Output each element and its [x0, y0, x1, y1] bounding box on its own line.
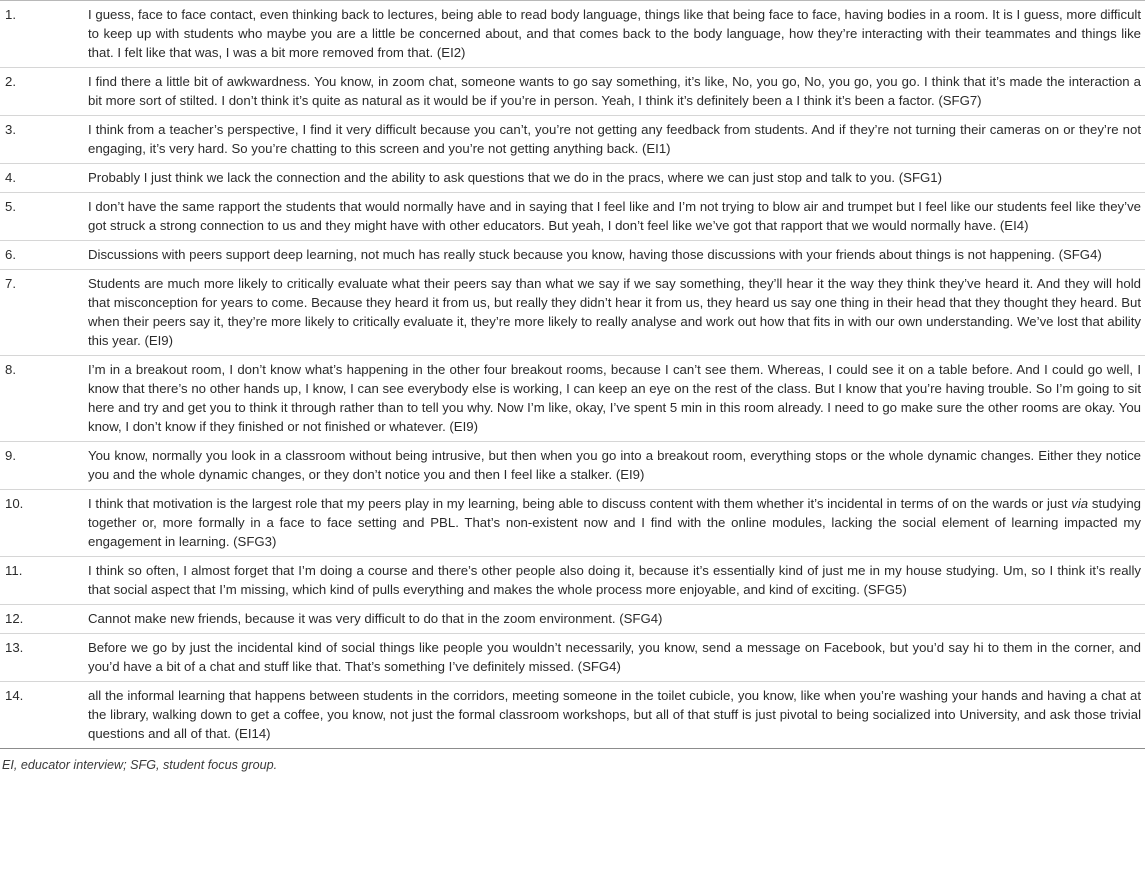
quote-text: I find there a little bit of awkwardness. You know, in zoom chat, someone wants to go say something, it’s like, No, you go, No, you go, you go. I think that it’s made the interaction a bit more sort of stilted. I don’t think it’s quite as natural as it would be if you’re in person. Yeah, I think it’s definitely been a I think it’s been a factor. (SFG7)	[88, 68, 1145, 116]
quote-text: Students are much more likely to critically evaluate what their peers say than what we say if we say something, they’ll hear it the way they think they’ve heard it. And they will hold that misconception for years to come. Because they heard it from us, but really they didn’t hear it from us, they heard us say one thing in their head that they thought they heard. But when their peers say it, they’re more likely to critically evaluate it, they’re more likely to really analyse and work out how that fits in with our own understanding. We’ve lost that ability this year. (EI9)	[88, 270, 1145, 356]
table-row	[0, 68, 1145, 116]
table-row	[0, 490, 1145, 557]
quote-text: Cannot make new friends, because it was very difficult to do that in the zoom environment. (SFG4)	[88, 605, 1145, 634]
quote-text-part: I think that motivation is the largest role that my peers play in my learning, being able to discuss content with them whether it’s incidental in terms of on the wards or just	[88, 496, 1072, 511]
table-row	[0, 116, 1145, 164]
quote-text: I think so often, I almost forget that I’m doing a course and there’s other people also doing it, because it’s essentially kind of just me in my house studying. Um, so I think it’s really that social aspect that I’m missing, which kind of pulls everything and makes the whole process more enjoyable, and kind of exciting. (SFG5)	[88, 557, 1145, 605]
row-number: 5.	[0, 193, 88, 241]
quote-text: Discussions with peers support deep learning, not much has really stuck because you know, having those discussions with your friends about things is not happening. (SFG4)	[88, 241, 1145, 270]
row-number: 2.	[0, 68, 88, 116]
row-number: 1.	[0, 1, 88, 68]
quote-text: I guess, face to face contact, even thinking back to lectures, being able to read body language, things like that being face to face, having bodies in a room. It is I guess, more difficult to keep up with students who maybe you are a little be concerned about, and that comes back to the body language, how they’re interacting with their teammates and things like that. I felt like that was, I was a bit more removed from that. (EI2)	[88, 1, 1145, 68]
quote-text: I’m in a breakout room, I don’t know what’s happening in the other four breakout rooms, because I can’t see them. Whereas, I could see it on a table before. And I could go well, I know that there’s no other hands up, I know, I can see everybody else is working, I can keep an eye on the rest of the class. But I know that you’re having trouble. So I’m going to sit here and try and get you to think it through rather than to tell you why. Now I’m like, okay, I’ve spent 5 min in this room already. I need to go make sure the other rooms are okay. You know, I don’t know if they finished or not finished or whatever. (EI9)	[88, 356, 1145, 442]
table-row	[0, 270, 1145, 356]
table-row	[0, 356, 1145, 442]
quote-text: You know, normally you look in a classroom without being intrusive, but then when you go into a breakout room, everything stops or the whole dynamic changes. Either they notice you and the whole dynamic changes, or they don’t notice you and then I feel like a stalker. (EI9)	[88, 442, 1145, 490]
quote-text	[88, 490, 1145, 557]
row-number: 12.	[0, 605, 88, 634]
row-number: 14.	[0, 682, 88, 749]
row-number: 8.	[0, 356, 88, 442]
quote-text: all the informal learning that happens between students in the corridors, meeting someone in the toilet cubicle, you know, like when you’re washing your hands and having a chat at the library, walking down to get a coffee, you know, not just the formal classroom workshops, but all of that stuff is just pivotal to being socialized into University, and ask those trivial questions and all of that. (EI14)	[88, 682, 1145, 749]
row-number: 10.	[0, 490, 88, 557]
table-row	[0, 241, 1145, 270]
row-number: 4.	[0, 164, 88, 193]
row-number: 9.	[0, 442, 88, 490]
row-number: 3.	[0, 116, 88, 164]
table-row	[0, 557, 1145, 605]
table-row	[0, 605, 1145, 634]
table-row	[0, 164, 1145, 193]
quote-text: I think from a teacher’s perspective, I find it very difficult because you can’t, you’re not getting any feedback from students. And if they’re not turning their cameras on or they’re not engaging, it’s very hard. So you’re chatting to this screen and you’re not getting anything back. (EI1)	[88, 116, 1145, 164]
row-number: 11.	[0, 557, 88, 605]
table-row	[0, 634, 1145, 682]
quote-text: I don’t have the same rapport the students that would normally have and in saying that I feel like and I’m not trying to blow air and trumpet but I feel like our students feel like they’ve got struck a strong connection to us and they might have with other educators. But yeah, I don’t feel like we’ve got that rapport that we would normally have. (EI4)	[88, 193, 1145, 241]
quote-text-part: studying together or, more formally in a face to face setting and PBL. That’s non-existent now and I find with the online modules, lacking the social element of learning impacted my engagement in learning. (SFG3)	[88, 496, 1141, 549]
table-row	[0, 1, 1145, 68]
quote-text: Probably I just think we lack the connection and the ability to ask questions that we do in the pracs, where we can just stop and talk to you. (SFG1)	[88, 164, 1145, 193]
row-number: 7.	[0, 270, 88, 356]
table-row	[0, 442, 1145, 490]
quote-italic-word: via	[1071, 496, 1089, 511]
quotes-table	[0, 1, 1145, 749]
table-footnote: EI, educator interview; SFG, student focus group.	[2, 758, 278, 772]
quote-text: Before we go by just the incidental kind of social things like people you wouldn’t necessarily, you know, send a message on Facebook, but you’d say hi to them in the corner, and you’d have a bit of a chat and stuff like that. That’s something I’ve definitely missed. (SFG4)	[88, 634, 1145, 682]
table-row	[0, 682, 1145, 749]
row-number: 6.	[0, 241, 88, 270]
row-number: 13.	[0, 634, 88, 682]
table-row	[0, 193, 1145, 241]
